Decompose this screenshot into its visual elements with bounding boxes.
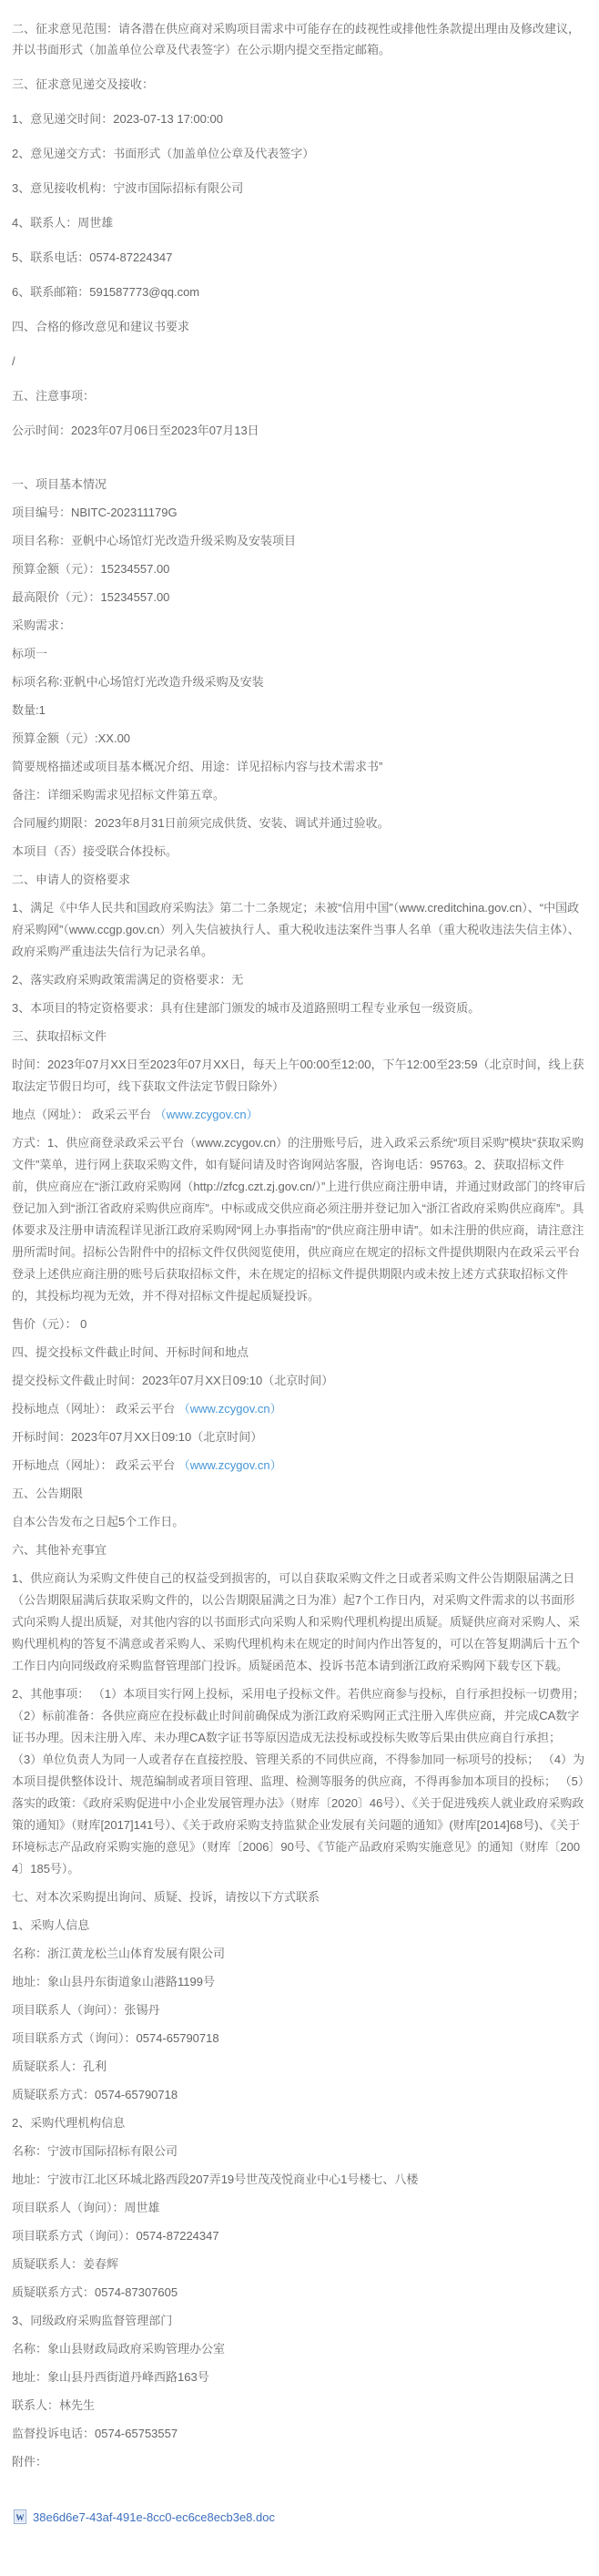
- text-segment: 质疑联系人：孔利: [12, 2060, 107, 2073]
- paragraph: [12, 18, 586, 60]
- paragraph: [12, 869, 586, 891]
- paragraph: [12, 1314, 586, 1335]
- inline-link[interactable]: （www.zcygov.cn）: [154, 1108, 259, 1121]
- paragraph: [12, 351, 586, 372]
- text-segment: 项目编号：NBITC-202311179G: [12, 506, 178, 519]
- text-segment: 二、征求意见范围：请各潜在供应商对采购项目需求中可能存在的歧视性或排他性条款提出理由及修改建议，并以书面形式（加盖单位公章及代表签字）在公示期内提交至指定邮箱。: [12, 22, 581, 56]
- paragraph: [12, 784, 586, 806]
- attachment-row: [12, 2510, 586, 2524]
- text-segment: 4、联系人：周世雄: [12, 216, 114, 230]
- paragraph: [12, 247, 586, 268]
- paragraph: [12, 2225, 586, 2247]
- text-segment: 五、注意事项：: [12, 389, 96, 403]
- text-segment: 2、意见递交方式：书面形式（加盖单位公章及代表签字）: [12, 147, 315, 160]
- paragraph: [12, 2056, 586, 2078]
- paragraph: [12, 2084, 586, 2106]
- paragraph: [12, 2254, 586, 2275]
- tender-announcement-section: [12, 474, 586, 2473]
- text-segment: 售价（元）： 0: [12, 1317, 87, 1331]
- text-segment: 备注：详细采购需求见招标文件第五章。: [12, 788, 226, 802]
- paragraph: [12, 615, 586, 637]
- text-segment: 5、联系电话：0574-87224347: [12, 250, 173, 264]
- paragraph: [12, 2310, 586, 2332]
- text-segment: 附件：: [12, 2455, 48, 2469]
- text-segment: 质疑联系方式：0574-87307605: [12, 2285, 178, 2299]
- text-segment: 地址：宁波市江北区环城北路西段207弄19号世茂茂悦商业中心1号楼七、八楼: [12, 2172, 419, 2186]
- paragraph: [12, 587, 586, 608]
- text-segment: 四、合格的修改意见和建议书要求: [12, 320, 190, 333]
- text-segment: 五、公告期限: [12, 1487, 84, 1500]
- text-segment: 标项名称:亚帆中心场馆灯光改造升级采购及安装: [12, 675, 264, 689]
- paragraph: [12, 2169, 586, 2191]
- text-segment: 投标地点（网址）： 政采云平台: [12, 1402, 178, 1416]
- paragraph: [12, 2197, 586, 2219]
- text-segment: 1、采购人信息: [12, 1918, 90, 1932]
- inline-link[interactable]: （www.zcygov.cn）: [178, 1458, 282, 1472]
- paragraph: [12, 143, 586, 164]
- paragraph: [12, 1104, 586, 1126]
- text-segment: 联系人：林先生: [12, 2398, 96, 2412]
- text-segment: 最高限价（元）：15234557.00: [12, 590, 170, 604]
- paragraph: [12, 474, 586, 496]
- text-segment: 3、意见接收机构：宁波市国际招标有限公司: [12, 181, 244, 195]
- paragraph: [12, 212, 586, 233]
- text-segment: 监督投诉电话：0574-65753557: [12, 2427, 178, 2440]
- text-segment: 提交投标文件截止时间：2023年07月XX日09:10（北京时间）: [12, 1374, 334, 1387]
- paragraph: [12, 74, 586, 95]
- text-segment: 本项目（否）接受联合体投标。: [12, 844, 178, 858]
- paragraph: [12, 316, 586, 337]
- svg-text:W: W: [15, 2513, 25, 2522]
- paragraph: [12, 558, 586, 580]
- text-segment: 项目名称：亚帆中心场馆灯光改造升级采购及安装项目: [12, 534, 297, 547]
- text-segment: 一、项目基本情况: [12, 477, 107, 491]
- paragraph: [12, 841, 586, 863]
- attachment-link[interactable]: 38e6d6e7-43af-491e-8cc0-ec6ce8ecb3e8.doc: [33, 2510, 275, 2524]
- paragraph: [12, 897, 586, 963]
- text-segment: 2、其他事项： （1）本项目实行网上投标，采用电子投标文件。若供应商参与投标，自行承担投标一切费用； （2）标前准备：各供应商应在投标截止时间前确保成为浙江政府采购网正式注册入库供应商，并完成CA数字证书办理。因未注册入库、未办理CA数字证书等原因造成无法投标或投标失败等后果由供应商自行承担； （3）单位负责人为同一人或者存在直接控股、管理关系的不同供应商，不得参加同一标项号的投标； （4）为本项目提供整体设计、规范编制或者项目管理、监理、检测等服务的供应商，不得再参加本项目的投标； （5）落实的政策：《政府采购促进中小企业发展管理办法》（财库〔2020〕46号）、《关于促进残疾人就业政府采购政策的通知》（财库[2017]141号）、《关于政府采购支持监狱企业发展有关问题的通知》(财库[2014]68号)、《关于环境标志产品政府采购实施的意见》（财库〔2006〕90号、《节能产品政府采购实施意见》的通知（财库〔2004〕185号）。: [12, 1687, 585, 1876]
- paragraph: [12, 1683, 586, 1880]
- text-segment: 预算金额（元）:XX.00: [12, 731, 131, 745]
- text-segment: 三、征求意见递交及接收：: [12, 77, 155, 91]
- paragraph: [12, 756, 586, 778]
- paragraph: [12, 728, 586, 750]
- paragraph: [12, 281, 586, 302]
- text-segment: 2、落实政府采购政策需满足的资格要求：无: [12, 973, 244, 986]
- text-segment: 地址：象山县丹东街道象山港路1199号: [12, 1975, 215, 1988]
- paragraph: [12, 969, 586, 991]
- text-segment: 方式：1、供应商登录政采云平台（www.zcygov.cn）的注册账号后，进入政采云系统“项目采购”模块“获取采购文件”菜单，进行网上获取采购文件，如有疑问请及时咨询网站客服，咨询电话：95763。2、获取招标文件前，供应商应在“浙江政府采购网（http://zfcg.czt.zj.gov.cn/）”上进行供应商注册申请，并通过财政部门的终审后登记加入到“浙江省政府采购供应商库”。中标或成交供应商必须注册并登记加入“浙江省政府采购供应商库”。具体要求及注册申请流程详见浙江政府采购网“网上办事指南”的“供应商注册申请”。如未注册的供应商，请注意注册所需时间。招标公告附件中的招标文件仅供阅览使用，供应商应在规定的招标文件提供期限内在政采云平台登录上述供应商注册的账号后获取招标文件，未在规定的招标文件提供期限内或未按上述方式获取招标文件的，其投标均视为无效，并不得对招标文件提起质疑投诉。: [12, 1136, 586, 1303]
- text-segment: 二、申请人的资格要求: [12, 873, 131, 886]
- text-segment: 项目联系方式（询问）：0574-65790718: [12, 2031, 219, 2045]
- paragraph: [12, 700, 586, 721]
- text-segment: 2、采购代理机构信息: [12, 2116, 126, 2130]
- word-doc-icon: [14, 2510, 27, 2524]
- paragraph: [12, 1999, 586, 2021]
- paragraph: [12, 1054, 586, 1098]
- text-segment: 名称：宁波市国际招标有限公司: [12, 2144, 178, 2158]
- text-segment: 四、提交投标文件截止时间、开标时间和地点: [12, 1345, 249, 1359]
- text-segment: 3、同级政府采购监督管理部门: [12, 2314, 173, 2327]
- paragraph: [12, 502, 586, 524]
- paragraph: [12, 385, 586, 406]
- text-segment: 公示时间：2023年07月06日至2023年07月13日: [12, 424, 259, 437]
- text-segment: 自本公告发布之日起5个工作日。: [12, 1515, 185, 1528]
- paragraph: [12, 2338, 586, 2360]
- paragraph: [12, 2395, 586, 2417]
- text-segment: 项目联系人（询问）：周世雄: [12, 2201, 160, 2214]
- text-segment: 3、本项目的特定资格要求：具有住建部门颁发的城市及道路照明工程专业承包一级资质。: [12, 1001, 481, 1015]
- text-segment: 质疑联系方式：0574-65790718: [12, 2088, 178, 2101]
- paragraph: [12, 2423, 586, 2445]
- text-segment: 六、其他补充事宜: [12, 1543, 107, 1557]
- text-segment: 地址：象山县丹西街道丹峰西路163号: [12, 2370, 209, 2384]
- text-segment: 简要规格描述或项目基本概况介绍、用途：详见招标内容与技术需求书”: [12, 760, 383, 773]
- paragraph: [12, 997, 586, 1019]
- text-segment: 6、联系邮箱：591587773@qq.com: [12, 285, 200, 299]
- text-segment: 时间：2023年07月XX日至2023年07月XX日，每天上午00:00至12:00，下午12:00至23:59（北京时间，线上获取法定节假日均可，线下获取文件法定节假日除外）: [12, 1058, 584, 1093]
- paragraph: [12, 1539, 586, 1561]
- paragraph: [12, 1943, 586, 1965]
- paragraph: [12, 2112, 586, 2134]
- text-segment: 项目联系人（询问）：张锡丹: [12, 2003, 160, 2017]
- paragraph: [12, 2141, 586, 2162]
- paragraph: [12, 1026, 586, 1048]
- paragraph: [12, 1886, 586, 1908]
- paragraph: [12, 2366, 586, 2388]
- paragraph: [12, 1342, 586, 1364]
- text-segment: 开标地点（网址）： 政采云平台: [12, 1458, 178, 1472]
- text-segment: 标项一: [12, 647, 48, 660]
- text-segment: /: [12, 354, 15, 368]
- text-segment: 1、供应商认为采购文件使自己的权益受到损害的，可以自获取采购文件之日或者采购文件公告期限届满之日（公告期限届满后获取采购文件的，以公告期限届满之日为准）起7个工作日内，对采购文件需求的以书面形式向采购人提出质疑，对其他内容的以书面形式向采购人和采购代理机构提出质疑。质疑供应商对采购人、采购代理机构的答复不满意或者采购人、采购代理机构未在规定的时间内作出答复的，可以在答复期满后十五个工作日内向同级政府采购监督管理部门投诉。质疑函范本、投诉书范本请到浙江政府采购网下载专区下载。: [12, 1571, 581, 1672]
- paragraph: [12, 530, 586, 552]
- text-segment: 名称：浙江黄龙松兰山体育发展有限公司: [12, 1947, 226, 1960]
- paragraph: [12, 1915, 586, 1937]
- paragraph: [12, 813, 586, 834]
- paragraph: [12, 1370, 586, 1392]
- text-segment: 采购需求：: [12, 618, 72, 632]
- text-segment: 开标时间：2023年07月XX日09:10（北京时间）: [12, 1430, 263, 1444]
- text-segment: 合同履约期限：2023年8月31日前须完成供货、安装、调试并通过验收。: [12, 816, 390, 830]
- paragraph: [12, 1132, 586, 1307]
- text-segment: 质疑联系人：姜春辉: [12, 2257, 119, 2271]
- inline-link[interactable]: （www.zcygov.cn）: [178, 1402, 282, 1416]
- text-segment: 七、对本次采购提出询问、质疑、投诉，请按以下方式联系: [12, 1890, 320, 1904]
- text-segment: 预算金额（元）：15234557.00: [12, 562, 170, 576]
- paragraph: [12, 671, 586, 693]
- paragraph: [12, 643, 586, 665]
- opinion-solicitation-section: [12, 18, 586, 441]
- text-segment: 1、满足《中华人民共和国政府采购法》第二十二条规定；未被“信用中国”（www.creditchina.gov.cn）、“中国政府采购网”（www.ccgp.gov.cn）列入失信被执行人、重大税收违法案件当事人名单（重大税收违法失信主体）、政府采购严重违法失信行为记录名单。: [12, 901, 580, 958]
- paragraph: [12, 178, 586, 199]
- paragraph: [12, 420, 586, 441]
- paragraph: [12, 1483, 586, 1505]
- paragraph: [12, 1398, 586, 1420]
- text-segment: 地点（网址）： 政采云平台: [12, 1108, 155, 1121]
- text-segment: 数量:1: [12, 703, 46, 717]
- paragraph: [12, 2451, 586, 2473]
- text-segment: 1、意见递交时间：2023-07-13 17:00:00: [12, 112, 223, 126]
- paragraph: [12, 1568, 586, 1677]
- paragraph: [12, 2028, 586, 2050]
- paragraph: [12, 108, 586, 129]
- paragraph: [12, 1511, 586, 1533]
- text-segment: 项目联系方式（询问）：0574-87224347: [12, 2229, 219, 2243]
- paragraph: [12, 1455, 586, 1477]
- paragraph: [12, 2282, 586, 2304]
- text-segment: 三、获取招标文件: [12, 1029, 107, 1043]
- paragraph: [12, 1426, 586, 1448]
- paragraph: [12, 1971, 586, 1993]
- text-segment: 名称：象山县财政局政府采购管理办公室: [12, 2342, 226, 2356]
